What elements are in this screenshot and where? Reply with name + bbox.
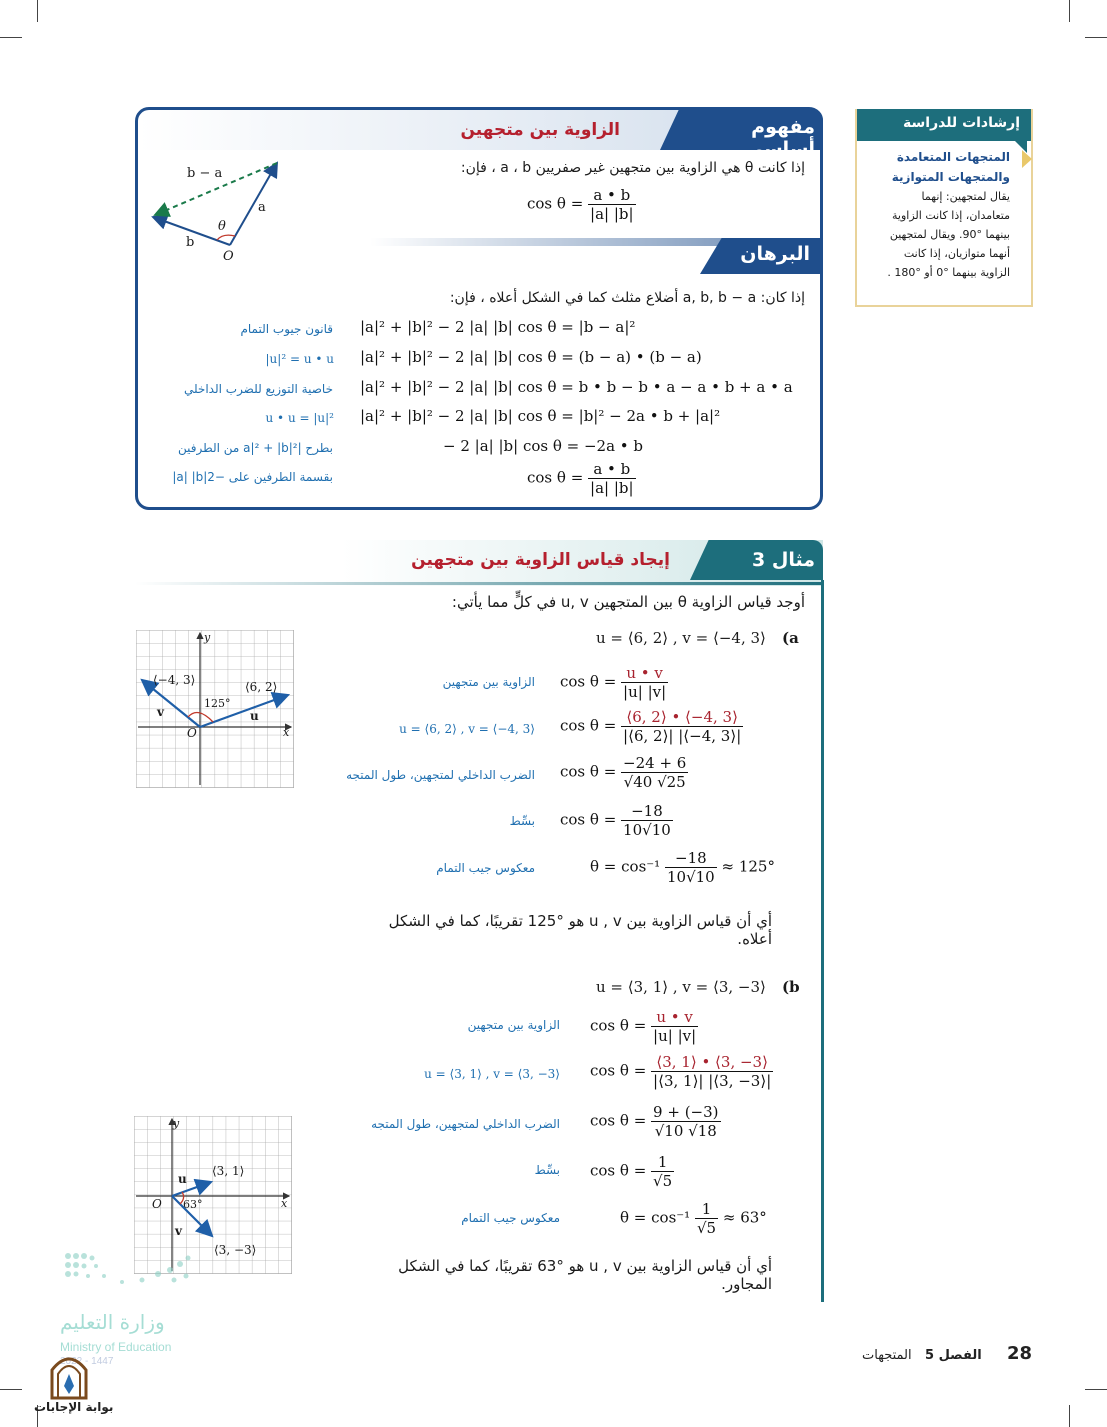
example-header-underline (135, 582, 823, 585)
step-den: |u| |v| (623, 683, 667, 701)
part-a-note-1: الزاوية بين متجهين (442, 675, 535, 689)
graph-b-y: y (173, 1117, 180, 1130)
study-tip-subtitle-1: المتجهات المتعامدة (896, 150, 1010, 164)
proof-intro: إذا كان: a, b, b − a أضلاع مثلث كما في الشكل أعلاه ، فإن: (449, 290, 805, 306)
part-b-note-5: معكوس جيب التمام (461, 1211, 560, 1225)
part-b-step-3 (590, 1103, 721, 1140)
proof-line-3: |a|² + |b|² − 2 |a| |b| cos θ = b • b − b • a − a • b + a • a (360, 378, 793, 396)
proof-final-den: |a| |b| (590, 479, 634, 497)
chapter-title: المتجهات (862, 1348, 912, 1363)
step-lhs: θ = cos⁻¹ (590, 857, 661, 876)
proof-line-1: |a|² + |b|² − 2 |a| |b| cos θ = |b − a|² (360, 318, 636, 336)
formula-denominator: |a| |b| (590, 205, 634, 223)
part-b-conclusion: أي أن قياس الزاوية بين u , v هو °63 تقريبًا، كما في الشكل المجاور. (398, 1257, 772, 1293)
study-tip-body-5: الزاوية بينهما °0 أو °180 . (887, 266, 1010, 279)
proof-note-4: u • u = |u|² (265, 411, 334, 425)
step-rhs: ≈ 125° (721, 857, 775, 876)
crop-mark (1085, 1389, 1107, 1390)
crop-mark (1069, 0, 1070, 22)
step-num: ⟨3, 1⟩ • ⟨3, −3⟩ (651, 1053, 773, 1072)
graph-a-u-label: u (250, 709, 259, 723)
graph-a-y: y (204, 631, 211, 644)
step-num: 9 + (−3) (653, 1103, 719, 1121)
ministry-name-en: Ministry of Education (60, 1340, 172, 1354)
proof-final-num: a • b (588, 460, 636, 479)
part-a-note-5: معكوس جيب التمام (436, 861, 535, 875)
step-lhs: cos θ = (560, 672, 617, 691)
page-number: 28 (1007, 1343, 1033, 1364)
watermark-text: بوابة الإجابات (34, 1400, 114, 1414)
proof-line-2: |a|² + |b|² − 2 |a| |b| cos θ = (b − a) • (b − a) (360, 348, 702, 366)
part-b-step-1 (590, 1008, 698, 1045)
step-num: 1 (651, 1153, 674, 1172)
part-a-conclusion: أي أن قياس الزاوية بين u , v هو °125 تقريبًا، كما في الشكل أعلاه. (388, 912, 772, 948)
study-tip-body-3: بينهما °90. ويقال لمتجهين (889, 228, 1010, 241)
step-den: √10 √18 (654, 1122, 717, 1140)
example-side-rule (821, 580, 824, 1302)
part-b-note-2: u = ⟨3, 1⟩ , v = ⟨3, −3⟩ (424, 1067, 560, 1081)
part-a-step-5 (590, 849, 775, 886)
watermark-emblem-icon (44, 1348, 94, 1400)
proof-line-5: − 2 |a| |b| cos θ = −2a • b (443, 437, 644, 455)
graph-a-origin: O (187, 726, 197, 740)
step-lhs: θ = cos⁻¹ (620, 1208, 691, 1227)
chapter-label: الفصل 5 (925, 1348, 982, 1363)
graph-b-angle: 63° (183, 1198, 203, 1211)
step-den: |⟨3, 1⟩| |⟨3, −3⟩| (653, 1072, 772, 1090)
part-b-given: u = ⟨3, 1⟩ , v = ⟨3, −3⟩ (596, 978, 766, 996)
step-den: |⟨6, 2⟩| |⟨−4, 3⟩| (623, 727, 742, 745)
label-theta: θ (218, 219, 226, 234)
step-lhs: cos θ = (590, 1061, 647, 1080)
step-lhs: cos θ = (590, 1111, 647, 1130)
part-a-note-4: بسِّط (509, 814, 535, 828)
study-tip-body-4: أنهما متوازيان، إذا كانت (903, 247, 1010, 260)
graph-b-x: x (281, 1197, 288, 1210)
step-den: |u| |v| (653, 1027, 697, 1045)
part-b-note-1: الزاوية بين متجهين (467, 1018, 560, 1032)
graph-a-x: x (283, 726, 290, 739)
graph-a-v-label: v (157, 705, 164, 719)
step-lhs: cos θ = (590, 1161, 647, 1180)
graph-b-u-coord: ⟨3, 1⟩ (212, 1164, 245, 1178)
proof-note-5: بطرح |a|² + |b|² من الطرفين (178, 441, 333, 455)
step-lhs: cos θ = (590, 1016, 647, 1035)
part-b-step-5 (620, 1200, 767, 1237)
step-lhs: cos θ = (560, 762, 617, 781)
step-num: −18 (621, 802, 673, 821)
step-den: 10√10 (666, 868, 715, 886)
example-label: مثال 3 (752, 549, 815, 571)
part-b-label: (b (782, 978, 800, 996)
proof-final-lhs: cos θ = (527, 468, 584, 487)
part-a-step-4 (560, 802, 673, 839)
study-tip-arrow (1022, 150, 1032, 168)
label-b-minus-a: b − a (187, 166, 223, 181)
step-lhs: cos θ = (560, 716, 617, 735)
crop-mark (1069, 1405, 1070, 1427)
key-concept-label: مفهوم أساسي (744, 116, 815, 160)
proof-band (370, 238, 730, 246)
vector-a (230, 163, 277, 245)
step-lhs: cos θ = (560, 810, 617, 829)
ministry-logo-dots (62, 1250, 202, 1298)
key-concept-formula (527, 186, 636, 223)
part-a-step-2 (560, 708, 743, 745)
part-a-given: u = ⟨6, 2⟩ , v = ⟨−4, 3⟩ (596, 629, 766, 647)
example-prompt: أوجد قياس الزاوية θ بين المتجهين u, v في كلٍّ مما يأتي: (451, 593, 805, 611)
step-den: √5 (696, 1219, 717, 1237)
proof-note-3: خاصية التوزيع للضرب الداخلي (183, 382, 333, 396)
part-b-step-2 (590, 1053, 773, 1090)
key-concept-statement: إذا كانت θ هي الزاوية بين متجهين غير صفريين a ، b ، فإن: (460, 160, 805, 176)
graph-a-v-coord: ⟨−4, 3⟩ (153, 673, 196, 687)
step-num: 1 (695, 1200, 718, 1219)
graph-b-v-label: v (175, 1224, 182, 1238)
proof-final (527, 460, 636, 497)
proof-note-6: بقسمة الطرفين على −2|a| |b| (172, 470, 333, 484)
study-tip-title: إرشادات للدراسة (903, 115, 1020, 131)
formula-lhs: cos θ = (527, 194, 584, 213)
part-a-note-3: الضرب الداخلي لمتجهين، طول المتجه (346, 768, 535, 782)
step-num: u • v (651, 1008, 698, 1027)
graph-b-u-label: u (178, 1172, 187, 1186)
label-b: b (186, 235, 195, 250)
label-origin: O (223, 249, 234, 264)
graph-b-v-coord: ⟨3, −3⟩ (214, 1243, 257, 1257)
part-b-note-3: الضرب الداخلي لمتجهين، طول المتجه (371, 1117, 560, 1131)
step-num: −24 + 6 (623, 754, 687, 772)
crop-mark (0, 37, 22, 38)
step-den: √40 √25 (623, 773, 686, 791)
example-title: إيجاد قياس الزاوية بين متجهين (411, 550, 670, 570)
part-a-note-2: u = ⟨6, 2⟩ , v = ⟨−4, 3⟩ (399, 722, 535, 736)
study-tip-subtitle-2: والمتجهات المتوازية (891, 170, 1010, 184)
study-tip-body-2: متعامدان، إذا كانت الزاوية (892, 209, 1010, 222)
step-den: 10√10 (623, 821, 671, 839)
crop-mark (0, 1389, 22, 1390)
ministry-year: 2022 - 1447 (60, 1356, 114, 1367)
part-a-step-3 (560, 754, 688, 791)
crop-mark (1085, 37, 1107, 38)
step-num: ⟨6, 2⟩ • ⟨−4, 3⟩ (621, 708, 743, 727)
proof-label: البرهان (740, 243, 810, 265)
graph-a-angle: 125° (204, 697, 231, 710)
study-tip-body-1: يقال لمتجهين: إنهما (921, 190, 1010, 203)
graph-b-origin: O (152, 1197, 162, 1211)
crop-mark (37, 0, 38, 22)
step-num: −18 (665, 849, 717, 868)
formula-numerator: a • b (588, 186, 636, 205)
part-b-note-4: بسِّط (534, 1163, 560, 1177)
key-concept-title: الزاوية بين متجهين (460, 120, 620, 140)
step-den: √5 (653, 1172, 673, 1190)
part-b-step-4 (590, 1153, 674, 1190)
graph-a-u-coord: ⟨6, 2⟩ (245, 680, 278, 694)
part-a-step-1 (560, 664, 668, 701)
step-rhs: ≈ 63° (722, 1208, 767, 1227)
proof-line-4: |a|² + |b|² − 2 |a| |b| cos θ = |b|² − 2a • b + |a|² (360, 407, 721, 425)
step-num: u • v (621, 664, 668, 683)
proof-note-1: قانون جيوب التمام (240, 322, 333, 336)
part-a-label: (a (782, 629, 799, 647)
proof-note-2: |u|² = u • u (265, 352, 334, 366)
label-a: a (258, 200, 266, 215)
ministry-name-ar: وزارة التعليم (60, 1310, 165, 1334)
